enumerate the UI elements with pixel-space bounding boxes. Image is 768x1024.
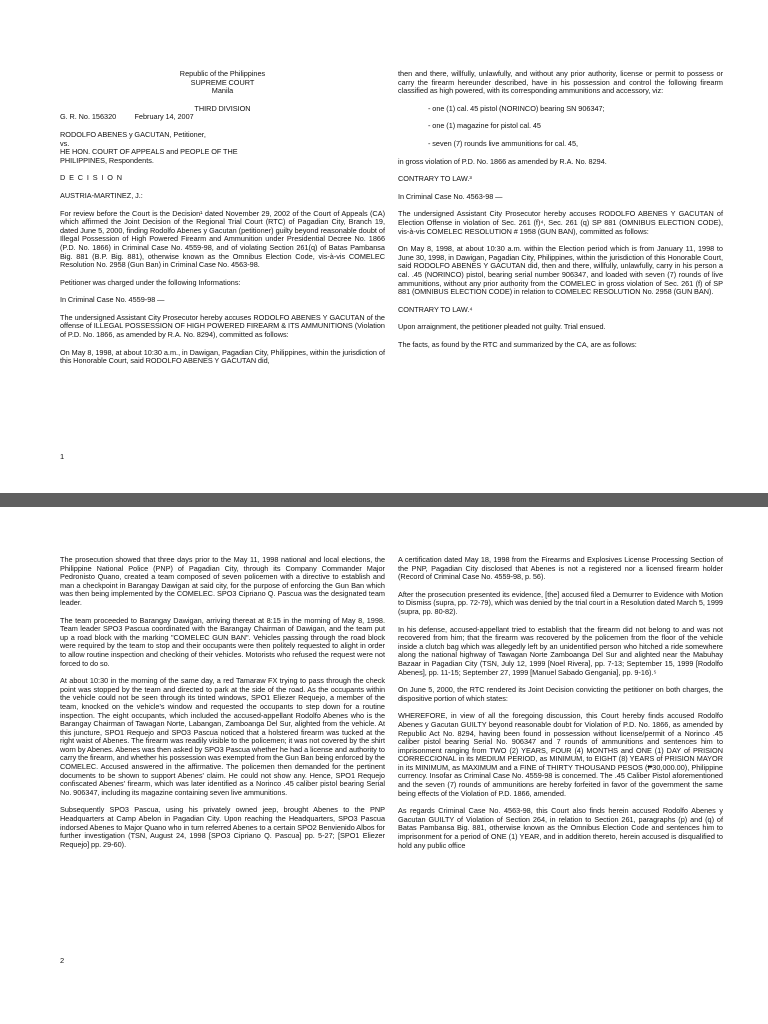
paragraph: In Criminal Case No. 4563-98 — [398,191,503,201]
gr-number-line: G. R. No. 156320 February 14, 2007 [60,112,194,122]
paragraph: CONTRARY TO LAW.⁴ [398,304,473,314]
paragraph: in gross violation of P.D. No. 1866 as amended by R.A. No. 8294. [398,156,607,166]
document-page-2 [0,507,768,1024]
header-line: Republic of the Philippines [179,69,266,78]
paragraph: On May 8, 1998, at about 10:30 a.m. within the Election period which is from January 11, 1998 to June 30, 1998, in Dawigan, Pagadian City, Philippines, within the jurisdiction of this Honorable Court, said RODOLFO ABENES Y GACUTAN did, then and there, willfully, unlawfully, carry in his person a cal. .45 (NORINCO) pistol, bearing serial number 906347, and loaded with seven (7) rounds of live ammunitions, without any prior authority from the COMELEC in gross violation of Sec. 261 (f) of SP 881 (OMNIBUS ELECTION CODE) in relation to COMELEC RESOLUTION No. 2958 (GUN BAN). [398,244,723,297]
party-line: vs. [60,138,70,148]
list-item: - seven (7) rounds live ammunitions for cal. 45, [428,138,579,148]
paragraph: Subsequently SPO3 Pascua, using his privately owned jeep, brought Abenes to the PNP Headquarters at Camp Abelon in Pagadian City. Upon reaching the Headquarters, SPO3 Pascua indorsed Abenes to Major Quano who in turn referred Abenes to a certain SPO2 Benvienido Albos for further investigation (TSN, August 24, 1998 [SPO3 Cipriano Q. Pascua] pp. 5-27; [SPO1 Eliezer Requejo] pp. 29-60). [60,805,385,849]
page-number: 2 [60,956,65,965]
header-line: Manila [211,86,234,96]
paragraph: The team proceeded to Barangay Dawigan, arriving thereat at 8:15 in the morning of May 8, 1998. Team leader SPO3 Pascua coordinated with the Barangay Chairman of Dawigan, and the team put up a road block with the marking "COMELEC GUN BAN". Vehicles passing through the road block were required by the team to stop and their occupants were then politely requested to alight in order to allow routine inspection and checking of their vehicles. Motorists who refused the request were not forced to do so. [60,615,385,668]
division-title: THIRD DIVISION [194,103,251,113]
paragraph: In his defense, accused-appellant tried to establish that the firearm did not belong to and was not recovered from him; that the firearm was recovered by the policemen from the floor of the vehicle inside a clutch bag which was allegedly left by an unidentified person who hitched a ride somewhere along the national highway of Tawagan Norte Zamboanga Del Sur and alighted near the Mabuhay Bazaar in Pagadian City (TSN, July 12, 1999 [Noel Rivera], pp. 7-13; September 15, 1999 [Rodolfo Abenes], pp. 11-15; September 27, 1999 [Manuel Sabado Gengania], pp. 9-16).⁵ [398,624,723,677]
page1-right-column [398,70,723,358]
paragraph: CONTRARY TO LAW.³ [398,174,472,184]
paragraph: then and there, willfully, unlawfully, and without any prior authority, license or permit to possess or carry the firearm hereunder described, have in his possession and control the following firearm classified as high powered, with its corresponding ammunitions and accessory, viz: [398,69,723,96]
party-line: PHILIPPINES, Respondents. [60,155,154,165]
paragraph: WHEREFORE, in view of all the foregoing discussion, this Court hereby finds accused Rodolfo Abenes y Gacutan GUILTY beyond reasonable doubt for Violation of P.D. No. 1866, as amended by Republic Act No. 8294, having been found in possession without license/permit of a Norinco .45 caliber pistol bearing Serial No. 906347 and 7 rounds of ammunitions and sentences him to imprisonment ranging from TWO (2) YEARS, FOUR (4) MONTHS and ONE (1) DAY of PRISION CORRECCIONAL in its MEDIUM PERIOD, as MINIMUM, to EIGHT (8) YEARS of PRISION MAYOR in its MINIMUM, as MAXIMUM and a FINE of THIRTY THOUSAND PESOS (₱30,000.00), Philippine currency. Insofar as Criminal Case No. 4559-98 is concerned. The .45 Caliber Pistol aforementioned and the seven (7) rounds of ammunitions are hereby forfeited in favor of the government the same being effects of the Violation of P.D. 1866, amended. [398,711,723,798]
party-line: RODOLFO ABENES y GACUTAN, Petitioner, [60,129,206,139]
paragraph: The undersigned Assistant City Prosecutor hereby accuses RODOLFO ABENES Y GACUTAN of the offense of ILLEGAL POSSESSION OF HIGH POWERED FIREARM & ITS AMMUNITIONS (Violation of P.D. No. 1866, as amended by R.A. No. 8294), committed as follows: [60,312,385,340]
paragraph: A certification dated May 18, 1998 from the Firearms and Explosives License Processing Section of the PNP, Pagadian City disclosed that Abenes is not a registered nor a licensed firearm holder (Record of Criminal Case No. 4559-98, p. 56). [398,555,723,582]
paragraph: The facts, as found by the RTC and summarized by the CA, are as follows: [398,339,637,349]
paragraph: The undersigned Assistant City Prosecutor hereby accuses RODOLFO ABENES Y GACUTAN of Election Offense in violation of Sec. 261 (f)⁴, Sec. 261 (q) SP 881 (OMNIBUS ELECTION CODE), vis-à-vis COMELEC RESOLUTION # 1958 (GUN BAN), committed as follows: [398,209,723,236]
page1-left-column [60,70,385,375]
list-item: - one (1) magazine for pistol cal. 45 [428,121,541,131]
page-number: 1 [60,452,65,461]
court-header [60,70,385,96]
header-line: SUPREME COURT [190,77,255,87]
party-line: HE HON. COURT OF APPEALS and PEOPLE OF THE [60,147,238,157]
parties-block [60,131,385,165]
paragraph: On May 8, 1998, at about 10:30 a.m., in Dawigan, Pagadian City, Philippines, within the jurisdiction of this Honorable Court, said RODOLFO ABENES Y GACUTAN did, [60,347,385,366]
ponente: AUSTRIA-MARTINEZ, J.: [60,190,143,200]
paragraph: As regards Criminal Case No. 4563-98, this Court also finds herein accused Rodolfo Abenes y Gacutan GUILTY of Violation of Section 264, in relation to Section 261, paragraphs (p) and (q) of Batas Pambansa Big. 881, otherwise known as the Omnibus Election Code and sentences him to imprisonment for a period of ONE (1) YEAR, and in addition thereto, herein accused is disqualified to hold any public office [398,806,723,850]
paragraph: The prosecution showed that three days prior to the May 11, 1998 national and local elections, the Philippine National Police (PNP) of Pagadian City, through its Company Commander Major Pedronisto Quano, created a team composed of seven policemen with a directive to establish and man a checkpoint in Barangay Dawigan at said city, for the purpose of enforcing the Gun Ban which was then being implemented by the COMELEC. SPO3 Cipriano Q. Pascua was the designated team leader. [60,555,385,607]
page2-left-column [60,556,385,858]
page2-right-column [398,556,723,859]
document-page-1 [0,0,768,493]
paragraph: For review before the Court is the Decision¹ dated November 29, 2002 of the Court of Appeals (CA) which affirmed the Joint Decision of the Regional Trial Court (RTC) of Pagadian City, Branch 19, dated June 5, 2000, finding Rodolfo Abenes y Gacutan (petitioner) guilty beyond reasonable doubt of Illegal Possession of High Powered Firearm and Ammunition under Presidential Decree No. 1866 (P.D. No. 1866) in Criminal Case No. 4559-98, and of violating Section 261(q) of Batas Pambansa Big. 881 (B.P. Big. 881), otherwise known as the Omnibus Election Code, vis-à-vis COMELEC Resolution No. 2958 (Gun Ban) in Criminal Case No. 4563-98. [60,208,385,270]
list-item: - one (1) cal. 45 pistol (NORINCO) bearing SN 906347; [428,103,605,113]
paragraph: On June 5, 2000, the RTC rendered its Joint Decision convicting the petitioner on both charges, the dispositive portion of which states: [398,685,723,703]
paragraph: Upon arraignment, the petitioner pleaded not guilty. Trial ensued. [398,322,606,332]
paragraph: Petitioner was charged under the following Informations: [60,277,241,287]
paragraph: In Criminal Case No. 4559-98 — [60,295,165,305]
paragraph: At about 10:30 in the morning of the same day, a red Tamaraw FX trying to pass through the check point was stopped by the team and directed to park at the side of the road. As the occupants within the vehicle could not be seen through its tinted windows, SPO1 Eliezer Requejo, a member of the team, knocked on the vehicle's window and requested the occupants to step down for a routine inspection. The eight occupants, which included the accused-appellant Rodolfo Abenes who is the Barangay Chairman of Tawagan Norte, Labangan, Zamboanga Del Sur, alighted from the vehicle. At this juncture, SPO1 Requejo and SPO3 Pascua noticed that a holstered firearm was tucked at the right waist of Abenes. The firearm was readily visible to the policemen; it was not covered by the shirt worn by Abenes. Abenes was then asked by SPO3 Pascua whether he had a license and authority to carry the firearm, and whether his possession was exempted from the Gun Ban being enforced by the COMELEC. Accused answered in the affirmative. The policemen then demanded for the pertinent documents to be shown to support Abenes' claim. He could not show any. Hence, SPO1 Requejo confiscated Abenes' firearm, which was later identified as a Norinco .45 caliber pistol bearing Serial No. 906347, including its magazine containing seven live ammunitions. [60,676,385,797]
paragraph: After the prosecution presented its evidence, [the] accused filed a Demurrer to Evidence with Motion to Dismiss (supra, pp. 72-79), which was denied by the trial court in a Resolution dated March 5, 1999 (supra, pp. 80-82). [398,589,723,616]
decision-title: D E C I S I O N [60,173,124,183]
